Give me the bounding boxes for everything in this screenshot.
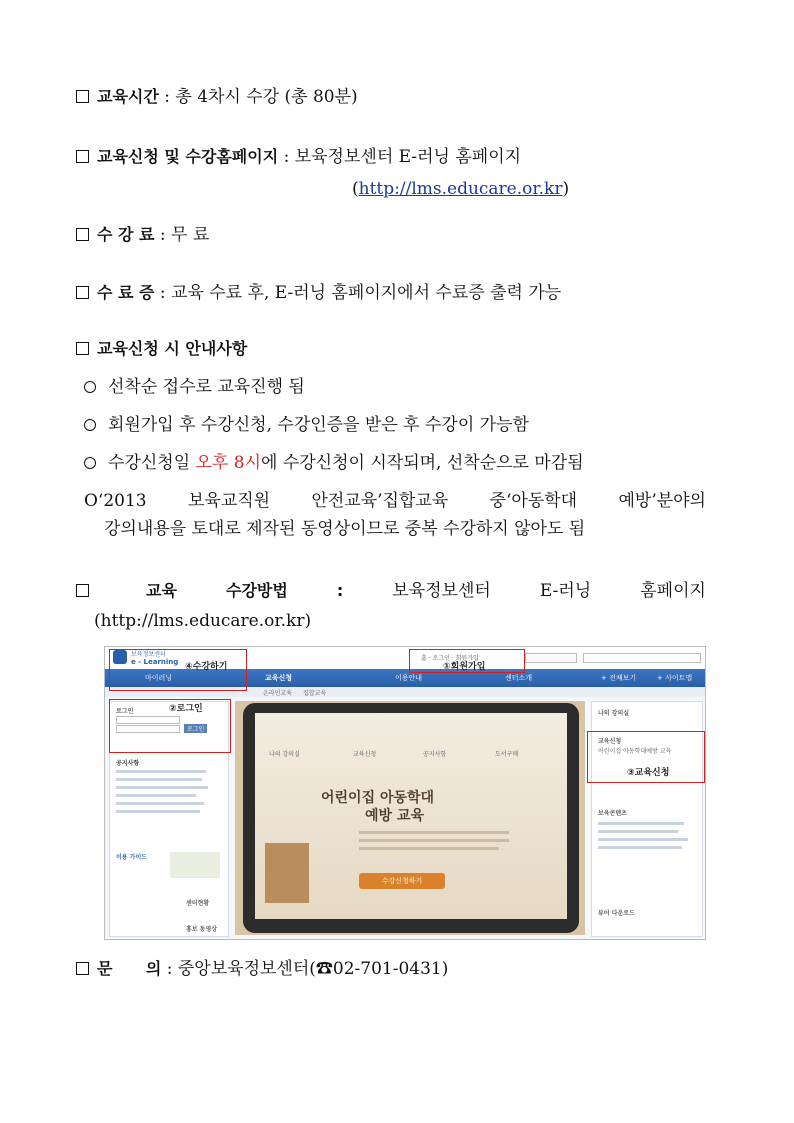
- video-title: 홍보 동영상: [186, 926, 218, 933]
- row-label: 교육시간: [97, 87, 159, 106]
- notice-word: O‘2013: [84, 491, 147, 511]
- row-apply: [76, 146, 521, 168]
- notice-item-4-line2: [104, 518, 585, 540]
- banner-icon-apply[interactable]: 교육신청: [353, 751, 377, 758]
- my-room-title: 나의 강의실: [598, 710, 630, 717]
- guide-title: 이용 가이드: [116, 854, 148, 861]
- download-title: 뷰어 다운로드: [598, 910, 635, 917]
- row-label: 교육: [146, 581, 177, 600]
- banner-desc-line: [359, 831, 509, 834]
- row-cert: [76, 282, 561, 304]
- row-method: [76, 580, 706, 602]
- nav-item-all[interactable]: + 전체보기: [601, 674, 637, 682]
- notice-line: [116, 802, 204, 805]
- contents-line: [598, 830, 678, 833]
- site-select[interactable]: [525, 653, 577, 663]
- step2-label: ②로그인: [169, 704, 203, 714]
- notice-line: [116, 810, 200, 813]
- row-label: 수 강 료: [97, 225, 155, 244]
- center-title: 센터현황: [186, 900, 210, 907]
- contents-line: [598, 838, 688, 841]
- checkbox-icon: [76, 962, 89, 975]
- login-title: 로그인: [116, 708, 134, 715]
- notice-text: 수강신청일: [108, 453, 196, 473]
- bullet-circle-icon: [84, 419, 96, 431]
- banner-title: 어린이집 아동학대: [321, 790, 435, 806]
- banner-apply-button[interactable]: 수강신청하기: [359, 873, 445, 889]
- checkbox-icon: [76, 286, 89, 299]
- checkbox-icon: [76, 584, 89, 597]
- row-label: 수강방법: [225, 581, 288, 600]
- apply-box-desc[interactable]: 어린이집 아동학대예방 교육: [598, 748, 672, 755]
- checkbox-icon: [76, 90, 89, 103]
- nav-item-sitemap[interactable]: + 사이트맵: [657, 674, 693, 682]
- logo-top-text: 보육정보센터: [131, 651, 166, 658]
- row-label: 문 의: [97, 959, 162, 978]
- row-time: [76, 86, 358, 108]
- logo-text: e - Learning: [131, 658, 179, 666]
- checkbox-icon: [76, 342, 89, 355]
- checkbox-icon: [76, 150, 89, 163]
- contents-line: [598, 822, 684, 825]
- notice-line: [116, 786, 208, 789]
- bullet-circle-icon: [84, 457, 96, 469]
- banner-subtitle: 예방 교육: [365, 808, 424, 824]
- row-value: : 중앙보육정보센터(☎02-701-0431): [161, 959, 449, 979]
- step4-label: ④수강하기: [185, 662, 228, 672]
- row-contact: [76, 958, 448, 980]
- row-value: : 무 료: [154, 225, 210, 245]
- banner-shelf-image: [265, 843, 309, 903]
- notice-word: 안전교육’집합교육: [311, 491, 449, 511]
- subnav-group[interactable]: 집합교육: [303, 690, 327, 697]
- nav-item-guide[interactable]: 이용안내: [395, 674, 423, 682]
- notice-time-highlight: 오후 8시: [195, 453, 262, 473]
- step3-label: ③교육신청: [627, 768, 670, 778]
- row-label: 교육신청 및 수강홈페이지: [97, 147, 279, 166]
- banner-screen: [255, 713, 567, 919]
- notice-word: 예방’분야의: [618, 491, 706, 511]
- notice-item-2: [84, 414, 529, 436]
- nav-item-mylearning[interactable]: 마이러닝: [145, 674, 173, 682]
- notice-item-4: [84, 490, 706, 512]
- banner-icon-notice[interactable]: 공지사항: [423, 751, 447, 758]
- banner-desc-line: [359, 847, 499, 850]
- nav-item-center[interactable]: 센터소개: [505, 674, 533, 682]
- notice-text: 강의내용을 토대로 제작된 동영상이므로 중복 수강하지 않아도 됨: [104, 519, 586, 539]
- banner-icon-myroom[interactable]: 나의 강의실: [269, 751, 300, 758]
- bullet-circle-icon: [84, 381, 96, 393]
- guide-image: [170, 852, 220, 878]
- notice-word: 보육교직원: [187, 491, 271, 511]
- top-links[interactable]: 홈 · 로그인 · 회원가입: [421, 655, 479, 662]
- row-value: : 총 4차시 수강 (총 80분): [158, 87, 358, 107]
- row-value: 보육정보센터: [392, 581, 491, 601]
- step1-label: ①회원가입: [443, 662, 486, 672]
- notice-text: 에 수강신청이 시작되며, 선착순으로 마감됨: [261, 453, 584, 473]
- row-label: 교육신청 시 안내사항: [97, 339, 248, 358]
- site-search-input[interactable]: [583, 653, 701, 663]
- notice-item-1: [84, 376, 305, 398]
- apply-box-title: 교육신청: [598, 738, 622, 745]
- notice-line: [116, 778, 202, 781]
- method-url[interactable]: http://lms.educare.or.kr: [100, 611, 305, 631]
- nav-item-apply[interactable]: 교육신청: [265, 674, 293, 682]
- apply-url-line: (http://lms.educare.or.kr): [352, 179, 570, 199]
- elearning-screenshot: [104, 646, 706, 940]
- row-value: 홈페이지: [640, 581, 706, 601]
- notice-word: 중‘아동학대: [489, 491, 578, 511]
- notice-text: 회원가입 후 수강신청, 수강인증을 받은 후 수강이 가능함: [108, 415, 529, 435]
- login-button[interactable]: 로그인: [184, 724, 207, 733]
- subnav-online[interactable]: 온라인교육: [263, 690, 292, 697]
- notice-item-3: [84, 452, 584, 474]
- banner-desc-line: [359, 839, 509, 842]
- row-value: E-러닝: [539, 581, 592, 601]
- checkbox-icon: [76, 228, 89, 241]
- row-colon: :: [336, 581, 344, 600]
- contents-line: [598, 846, 682, 849]
- apply-url-link[interactable]: http://lms.educare.or.kr: [358, 179, 563, 199]
- banner-icon-books[interactable]: 도서구매: [495, 751, 519, 758]
- notice-line: [116, 794, 196, 797]
- row-value: : 보육정보센터 E-러닝 홈페이지: [278, 147, 522, 167]
- notice-title: 공지사항: [116, 760, 140, 767]
- method-url-line: (http://lms.educare.or.kr): [94, 611, 312, 631]
- notice-text: 선착순 접수로 교육진행 됨: [108, 377, 305, 397]
- row-value: : 교육 수료 후, E-러닝 홈페이지에서 수료증 출력 가능: [154, 283, 562, 303]
- contents-title: 보육콘텐츠: [598, 810, 627, 817]
- row-label: 수 료 증: [97, 283, 155, 302]
- row-fee: [76, 224, 209, 246]
- row-notice: [76, 338, 247, 360]
- notice-line: [116, 770, 206, 773]
